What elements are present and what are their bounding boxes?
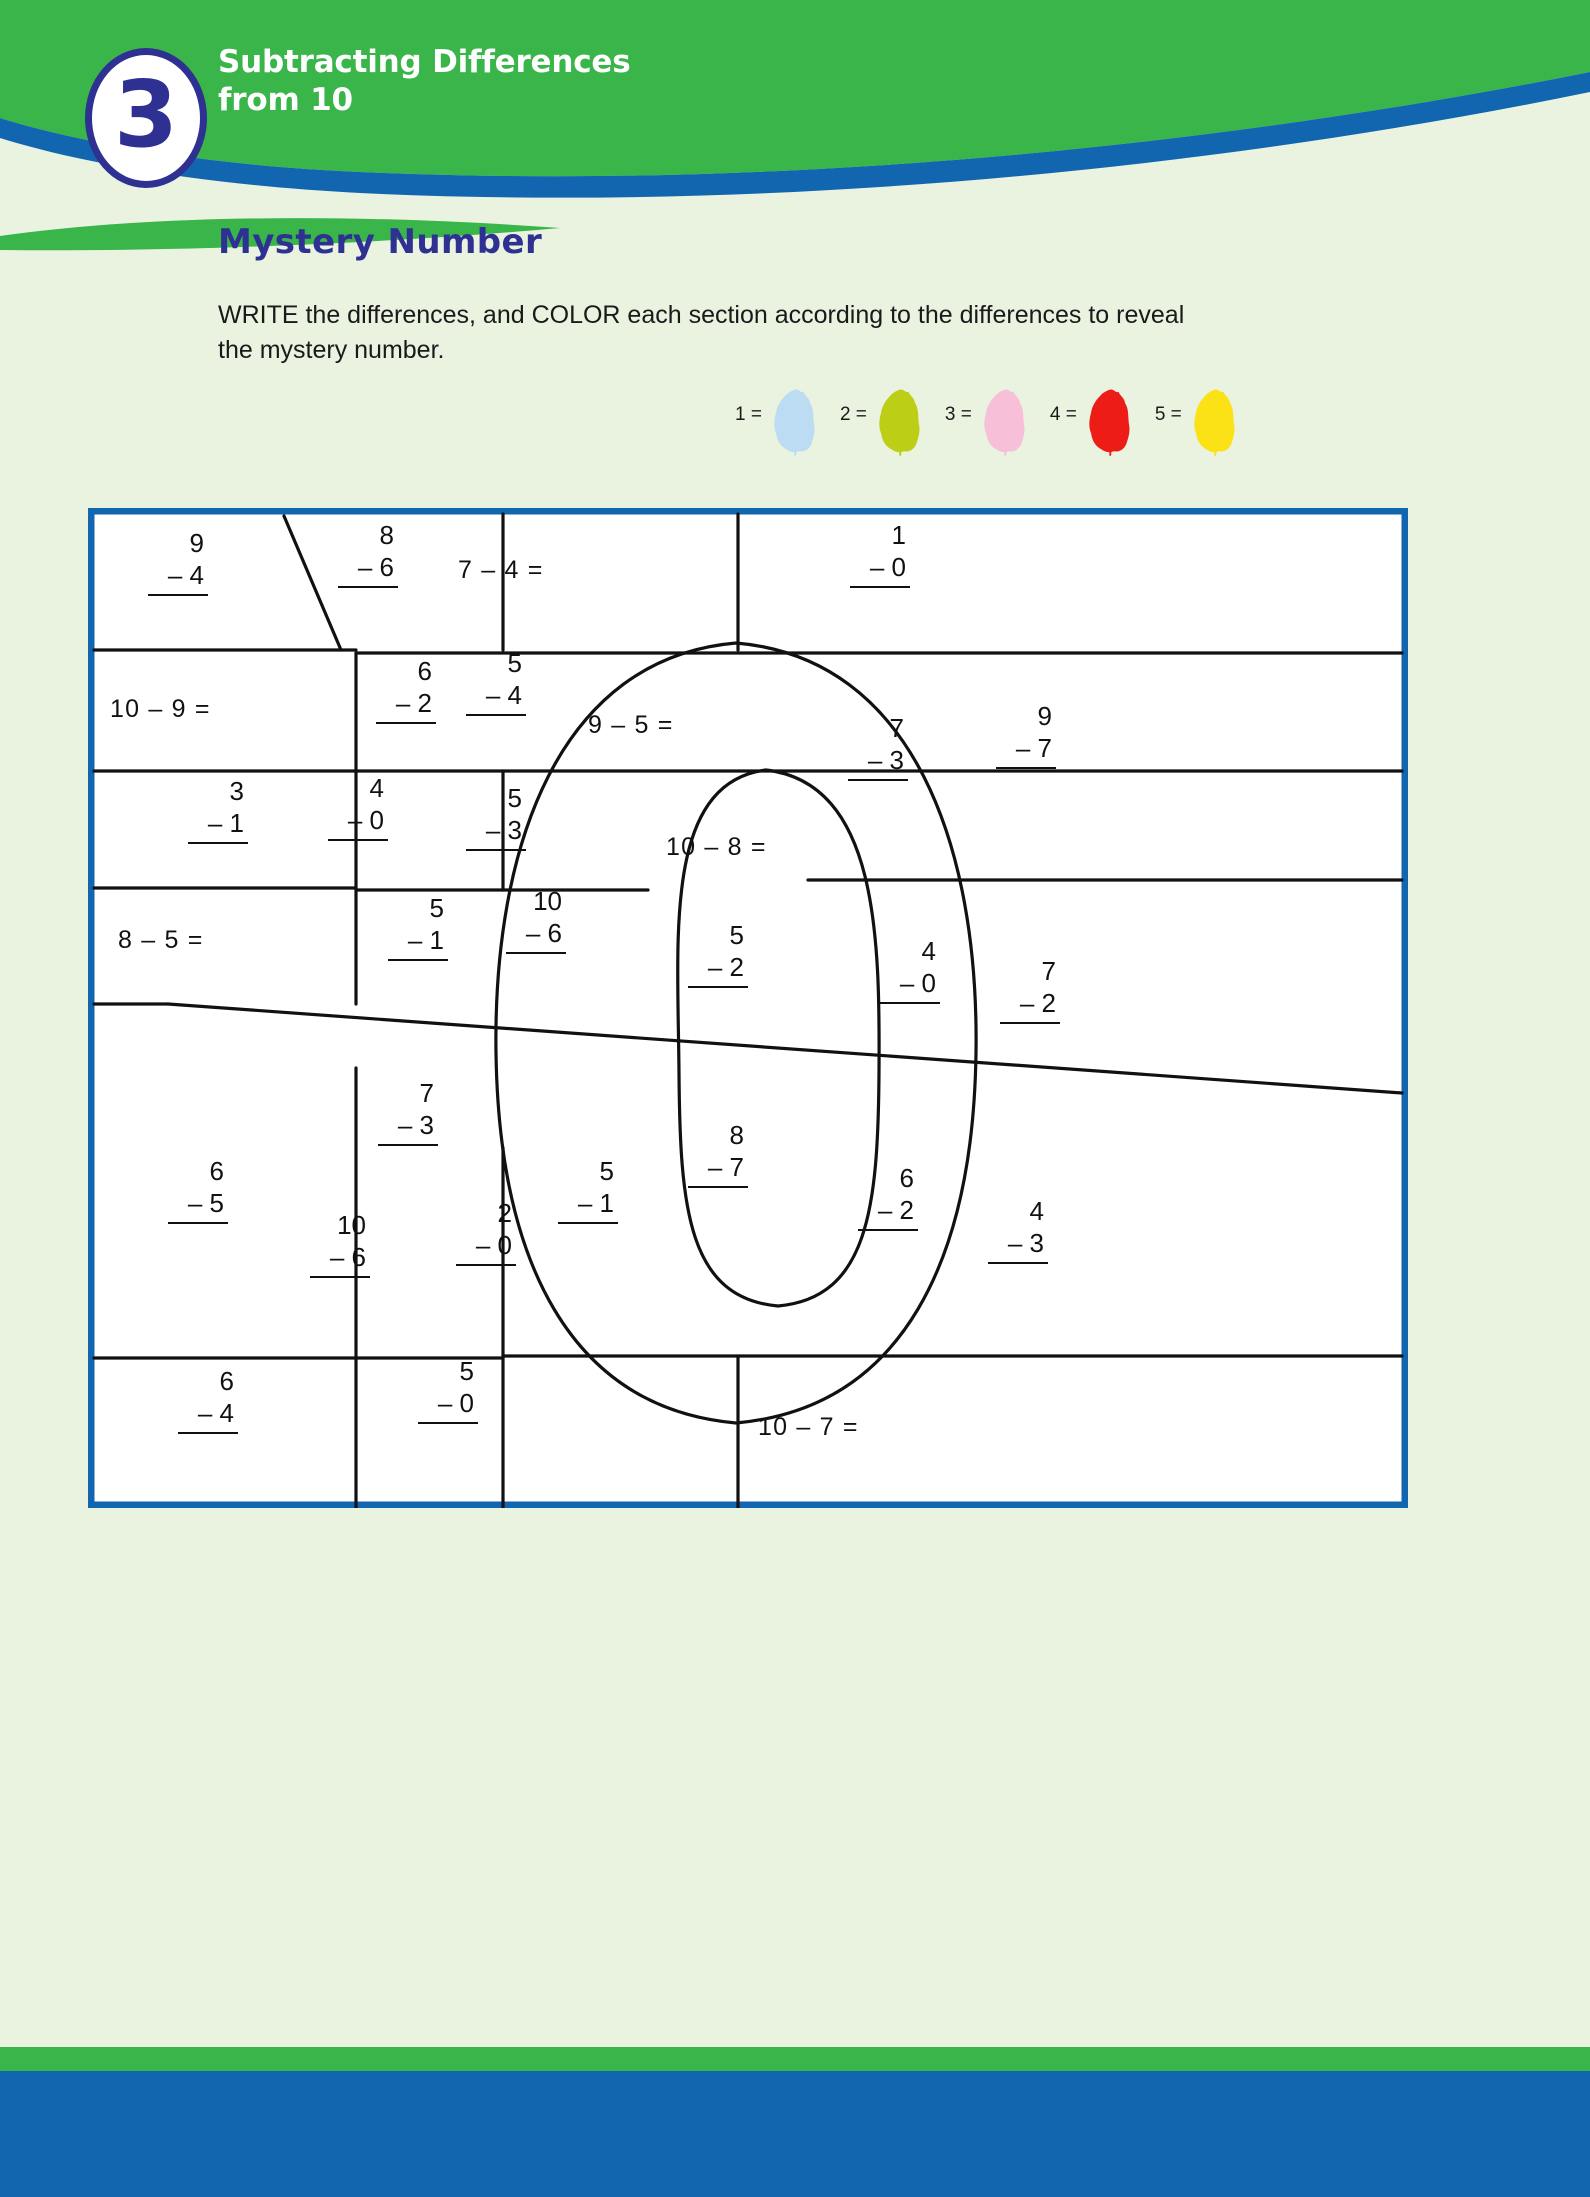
color-key-label: 1 = <box>735 404 762 425</box>
minuend: 3 <box>229 776 244 806</box>
problem-expression <box>376 656 436 750</box>
problem-p5[interactable] <box>110 695 211 724</box>
problem-expression <box>148 528 208 622</box>
minuend: 8 <box>729 1120 744 1150</box>
puzzle-grid <box>88 508 1408 1508</box>
problem-p7[interactable] <box>466 648 526 742</box>
paint-blot-icon <box>772 388 818 456</box>
problem-p10[interactable] <box>996 701 1056 795</box>
problem-p3[interactable] <box>458 556 544 585</box>
problem-p24[interactable] <box>456 1198 516 1292</box>
answer-blank[interactable] <box>188 844 248 870</box>
subtrahend: – 3 <box>988 1228 1048 1265</box>
answer-blank[interactable] <box>880 1004 940 1030</box>
subtrahend: – 6 <box>338 552 398 589</box>
answer-blank[interactable] <box>388 961 448 987</box>
puzzle-lines <box>88 508 1408 1508</box>
problem-p28[interactable] <box>988 1196 1048 1290</box>
problem-p31[interactable] <box>758 1413 859 1442</box>
problem-expression <box>848 713 908 807</box>
subtrahend: – 7 <box>688 1152 748 1189</box>
minuend: 8 <box>379 520 394 550</box>
subtrahend: – 6 <box>506 918 566 955</box>
paint-blot-icon <box>982 388 1028 456</box>
answer-blank[interactable] <box>378 1146 438 1172</box>
problem-expression <box>688 1120 748 1214</box>
minuend: 5 <box>507 783 522 813</box>
problem-p15[interactable] <box>118 926 204 955</box>
subtrahend: – 2 <box>1000 988 1060 1025</box>
problem-expression <box>996 701 1056 795</box>
minuend: 1 <box>891 520 906 550</box>
answer-blank[interactable] <box>850 588 910 614</box>
answer-blank[interactable] <box>688 988 748 1014</box>
problem-expression <box>880 936 940 1030</box>
problem-expression <box>466 783 526 877</box>
minuend: 2 <box>497 1198 512 1228</box>
subtrahend: – 0 <box>456 1230 516 1267</box>
problem-p12[interactable] <box>328 773 388 867</box>
answer-blank[interactable] <box>988 1264 1048 1290</box>
subtrahend: – 5 <box>168 1188 228 1225</box>
subtrahend: – 2 <box>376 688 436 725</box>
problem-p27[interactable] <box>858 1163 918 1257</box>
answer-blank[interactable] <box>310 1278 370 1304</box>
footer-banner <box>0 1977 1590 2197</box>
paint-blot-icon <box>1192 388 1238 456</box>
color-key-item-5 <box>1155 388 1238 456</box>
instructions-text: WRITE the differences, and COLOR each section according to the differences to reveal the mystery number. <box>218 301 1185 364</box>
problem-expression: 10 – 8 = <box>666 833 767 861</box>
answer-blank[interactable] <box>148 596 208 622</box>
problem-p20[interactable] <box>1000 956 1060 1050</box>
answer-blank[interactable] <box>328 841 388 867</box>
problem-p4[interactable] <box>850 520 910 614</box>
color-key-item-3 <box>945 388 1028 456</box>
problem-p29[interactable] <box>178 1366 238 1460</box>
paint-blot-icon <box>1087 388 1133 456</box>
answer-blank[interactable] <box>376 724 436 750</box>
answer-blank[interactable] <box>848 781 908 807</box>
color-key-item-4 <box>1050 388 1133 456</box>
subtrahend: – 0 <box>328 805 388 842</box>
problem-p25[interactable] <box>558 1156 618 1250</box>
answer-blank[interactable] <box>178 1434 238 1460</box>
page-title <box>218 44 918 120</box>
problem-expression <box>850 520 910 614</box>
color-key-label: 4 = <box>1049 404 1077 425</box>
minuend: 6 <box>899 1163 914 1193</box>
problem-expression <box>178 1366 238 1460</box>
problem-p26[interactable] <box>688 1120 748 1214</box>
problem-expression <box>456 1198 516 1292</box>
problem-p18[interactable] <box>688 920 748 1014</box>
minuend: 5 <box>599 1156 614 1186</box>
answer-blank[interactable] <box>1000 1024 1060 1050</box>
problem-expression <box>188 776 248 870</box>
problem-expression <box>388 893 448 987</box>
problem-p2[interactable] <box>338 520 398 614</box>
subtrahend: – 3 <box>466 815 526 852</box>
minuend: 5 <box>507 648 522 678</box>
problem-p8[interactable] <box>588 711 674 740</box>
answer-blank[interactable] <box>466 851 526 877</box>
problem-expression: 7 – 4 = <box>458 556 544 584</box>
problem-p16[interactable] <box>388 893 448 987</box>
subtrahend: – 2 <box>688 952 748 989</box>
color-key-label: 3 = <box>944 404 972 425</box>
subtrahend: – 1 <box>188 808 248 845</box>
minuend: 6 <box>417 656 432 686</box>
answer-blank[interactable] <box>466 716 526 742</box>
problem-expression <box>418 1356 478 1450</box>
problem-expression: 10 – 9 = <box>110 695 211 723</box>
minuend: 5 <box>729 920 744 950</box>
problem-p1[interactable] <box>148 528 208 622</box>
problem-expression <box>168 1156 228 1250</box>
problem-p23[interactable] <box>310 1210 370 1304</box>
problem-p13[interactable] <box>466 783 526 877</box>
activity-subtitle: Mystery Number <box>218 222 543 262</box>
page-title-line2: from 10 <box>218 81 353 118</box>
answer-blank[interactable] <box>456 1266 516 1292</box>
subtrahend: – 3 <box>378 1110 438 1147</box>
problem-expression: 8 – 5 = <box>118 926 204 954</box>
problem-p6[interactable] <box>376 656 436 750</box>
problem-expression <box>506 886 566 980</box>
lesson-number: 3 <box>113 61 178 168</box>
problem-expression <box>310 1210 370 1304</box>
subtrahend: – 6 <box>310 1242 370 1279</box>
subtrahend: – 4 <box>466 680 526 717</box>
subtrahend: – 2 <box>858 1195 918 1232</box>
page-title-line1: Subtracting Differences <box>218 44 631 80</box>
minuend: 5 <box>459 1356 474 1386</box>
minuend: 10 <box>337 1210 366 1240</box>
subtrahend: – 0 <box>880 968 940 1005</box>
problem-p22[interactable] <box>168 1156 228 1250</box>
answer-blank[interactable] <box>996 769 1056 795</box>
problem-p21[interactable] <box>378 1078 438 1172</box>
subtrahend: – 3 <box>848 745 908 782</box>
subtrahend: – 0 <box>850 552 910 589</box>
subtrahend: – 4 <box>148 560 208 597</box>
problem-p14[interactable] <box>666 833 767 862</box>
answer-blank[interactable] <box>858 1231 918 1257</box>
problem-p9[interactable] <box>848 713 908 807</box>
minuend: 4 <box>369 773 384 803</box>
subtrahend: – 7 <box>996 733 1056 770</box>
problem-expression <box>466 648 526 742</box>
subtrahend: – 1 <box>388 925 448 962</box>
subtrahend: – 1 <box>558 1188 618 1225</box>
lesson-number-badge <box>85 48 207 188</box>
minuend: 6 <box>209 1156 224 1186</box>
problem-expression <box>688 920 748 1014</box>
problem-expression: 9 – 5 = <box>588 711 674 739</box>
answer-blank[interactable] <box>506 954 566 980</box>
problem-p17[interactable] <box>506 886 566 980</box>
minuend: 9 <box>189 528 204 558</box>
problem-p11[interactable] <box>188 776 248 870</box>
problem-expression <box>328 773 388 867</box>
minuend: 10 <box>533 886 562 916</box>
answer-blank[interactable] <box>688 1188 748 1214</box>
color-key-item-1 <box>735 388 818 456</box>
minuend: 4 <box>1029 1196 1044 1226</box>
problem-expression <box>378 1078 438 1172</box>
color-key-item-2 <box>840 388 923 456</box>
minuend: 4 <box>921 936 936 966</box>
minuend: 5 <box>429 893 444 923</box>
color-key <box>735 388 1260 456</box>
paint-blot-icon <box>877 388 923 456</box>
color-key-label: 2 = <box>839 404 867 425</box>
problem-expression <box>1000 956 1060 1050</box>
problem-p30[interactable] <box>418 1356 478 1450</box>
minuend: 9 <box>1037 701 1052 731</box>
problem-p19[interactable] <box>880 936 940 1030</box>
answer-blank[interactable] <box>558 1224 618 1250</box>
problem-expression <box>858 1163 918 1257</box>
minuend: 6 <box>219 1366 234 1396</box>
problem-expression: 10 – 7 = <box>758 1413 859 1441</box>
answer-blank[interactable] <box>418 1424 478 1450</box>
problem-expression <box>988 1196 1048 1290</box>
minuend: 7 <box>419 1078 434 1108</box>
answer-blank[interactable] <box>338 588 398 614</box>
color-key-label: 5 = <box>1154 404 1182 425</box>
problem-expression <box>338 520 398 614</box>
minuend: 7 <box>1041 956 1056 986</box>
problem-expression <box>558 1156 618 1250</box>
subtrahend: – 0 <box>418 1388 478 1425</box>
answer-blank[interactable] <box>168 1224 228 1250</box>
minuend: 7 <box>889 713 904 743</box>
subtrahend: – 4 <box>178 1398 238 1435</box>
